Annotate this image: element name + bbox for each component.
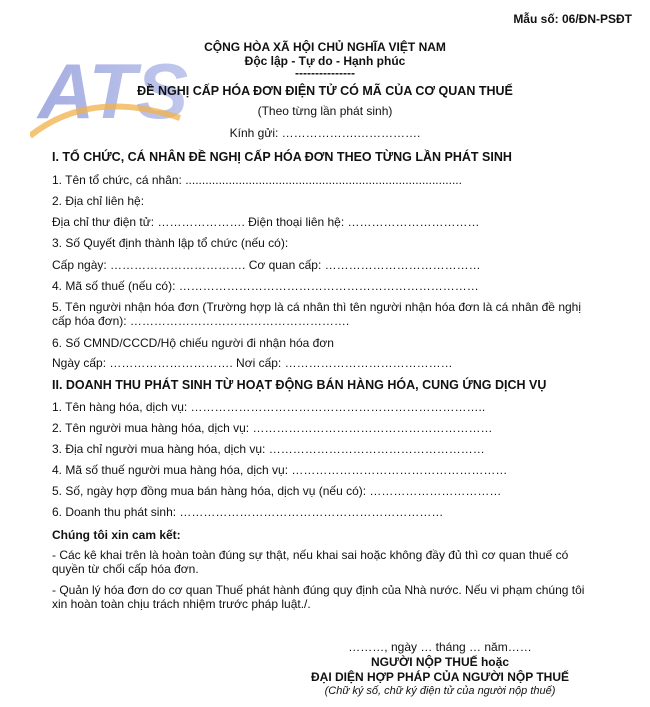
signature-title-2: ĐẠI DIỆN HỢP PHÁP CỦA NGƯỜI NỘP THUẾ	[310, 670, 570, 684]
field-buyer-tax-code: 4. Mã số thuế người mua hàng hóa, dịch vụ: ………………………………………………	[52, 463, 508, 477]
field-id-issue: Ngày cấp: …………………………. Nơi cấp: ……………………………………	[52, 356, 453, 370]
field-revenue: 6. Doanh thu phát sinh: …………………………………………………………	[52, 505, 444, 519]
recipient-line: Kính gửi: ……………….…………….	[229, 126, 421, 140]
nation-heading: CỘNG HÒA XÃ HỘI CHỦ NGHĨA VIỆT NAM	[204, 40, 446, 54]
form-title: ĐỀ NGHỊ CẤP HÓA ĐƠN ĐIỆN TỬ CÓ MÃ CỦA CƠ QUAN THUẾ	[137, 84, 513, 98]
field-buyer-name: 2. Tên người mua hàng hóa, dịch vụ: ……………………………………………………	[52, 421, 493, 435]
field-contract: 5. Số, ngày hợp đồng mua bán hàng hóa, dịch vụ (nếu có): ……………………………	[52, 484, 502, 498]
motto: Độc lập - Tự do - Hạnh phúc	[244, 54, 406, 68]
section-2-heading: II. DOANH THU PHÁT SINH TỪ HOẠT ĐỘNG BÁN HÀNG HÓA, CUNG ỨNG DỊCH VỤ	[52, 378, 547, 392]
divider-dashes: ---------------	[295, 66, 355, 80]
commitment-item-2: - Quản lý hóa đơn do cơ quan Thuế phát hành đúng quy định của Nhà nước. Nếu vi phạm chúng tôi xin hoàn toàn chịu trách nhiệm trước pháp luật./.	[52, 583, 585, 611]
form-subtitle: (Theo từng lần phát sinh)	[257, 104, 393, 118]
field-org-name: 1. Tên tổ chức, cá nhân: ...................................................................................	[52, 173, 462, 187]
signature-title-1: NGƯỜI NỘP THUẾ hoặc	[371, 655, 509, 669]
signature-date: ………, ngày … tháng … năm……	[348, 640, 532, 654]
field-email-phone: Địa chỉ thư điện tử: …………………. Điện thoại liên hệ: ……………………………	[52, 215, 480, 229]
commitment-item-1: - Các kê khai trên là hoàn toàn đúng sự thật, nếu khai sai hoặc không đầy đủ thì cơ quan thuế có quyền từ chối cấp hóa đơn.	[52, 548, 569, 576]
signature-note: (Chữ ký số, chữ ký điện tử của người nộp thuế)	[324, 685, 556, 697]
logo-text: ATS	[38, 48, 189, 135]
section-1-heading: I. TỔ CHỨC, CÁ NHÂN ĐỀ NGHỊ CẤP HÓA ĐƠN THEO TỪNG LẦN PHÁT SINH	[52, 150, 512, 164]
form-number: Mẫu số: 06/ĐN-PSĐT	[513, 12, 632, 26]
field-goods-name: 1. Tên hàng hóa, dịch vụ: ………………………………………………………………..	[52, 400, 486, 414]
field-buyer-address: 3. Địa chỉ người mua hàng hóa, dịch vụ: ………………………………………………	[52, 442, 485, 456]
field-id-number: 6. Số CMND/CCCD/Hộ chiếu người đi nhận hóa đơn	[52, 336, 334, 350]
field-issue-date-agency: Cấp ngày: ……………………………. Cơ quan cấp: …………………………………	[52, 258, 481, 272]
field-tax-code: 4. Mã số thuế (nếu có): …………………………………………………………………	[52, 279, 479, 293]
field-address: 2. Địa chỉ liên hệ:	[52, 194, 145, 208]
field-decision-number: 3. Số Quyết định thành lập tổ chức (nếu có):	[52, 236, 289, 250]
field-receiver-name: 5. Tên người nhận hóa đơn (Trường hợp là cá nhân thì tên người nhận hóa đơn là cá nhân đề nghị cấp hóa đơn): ……………………………………………….	[52, 300, 582, 328]
commitment-heading: Chúng tôi xin cam kết:	[52, 528, 181, 542]
